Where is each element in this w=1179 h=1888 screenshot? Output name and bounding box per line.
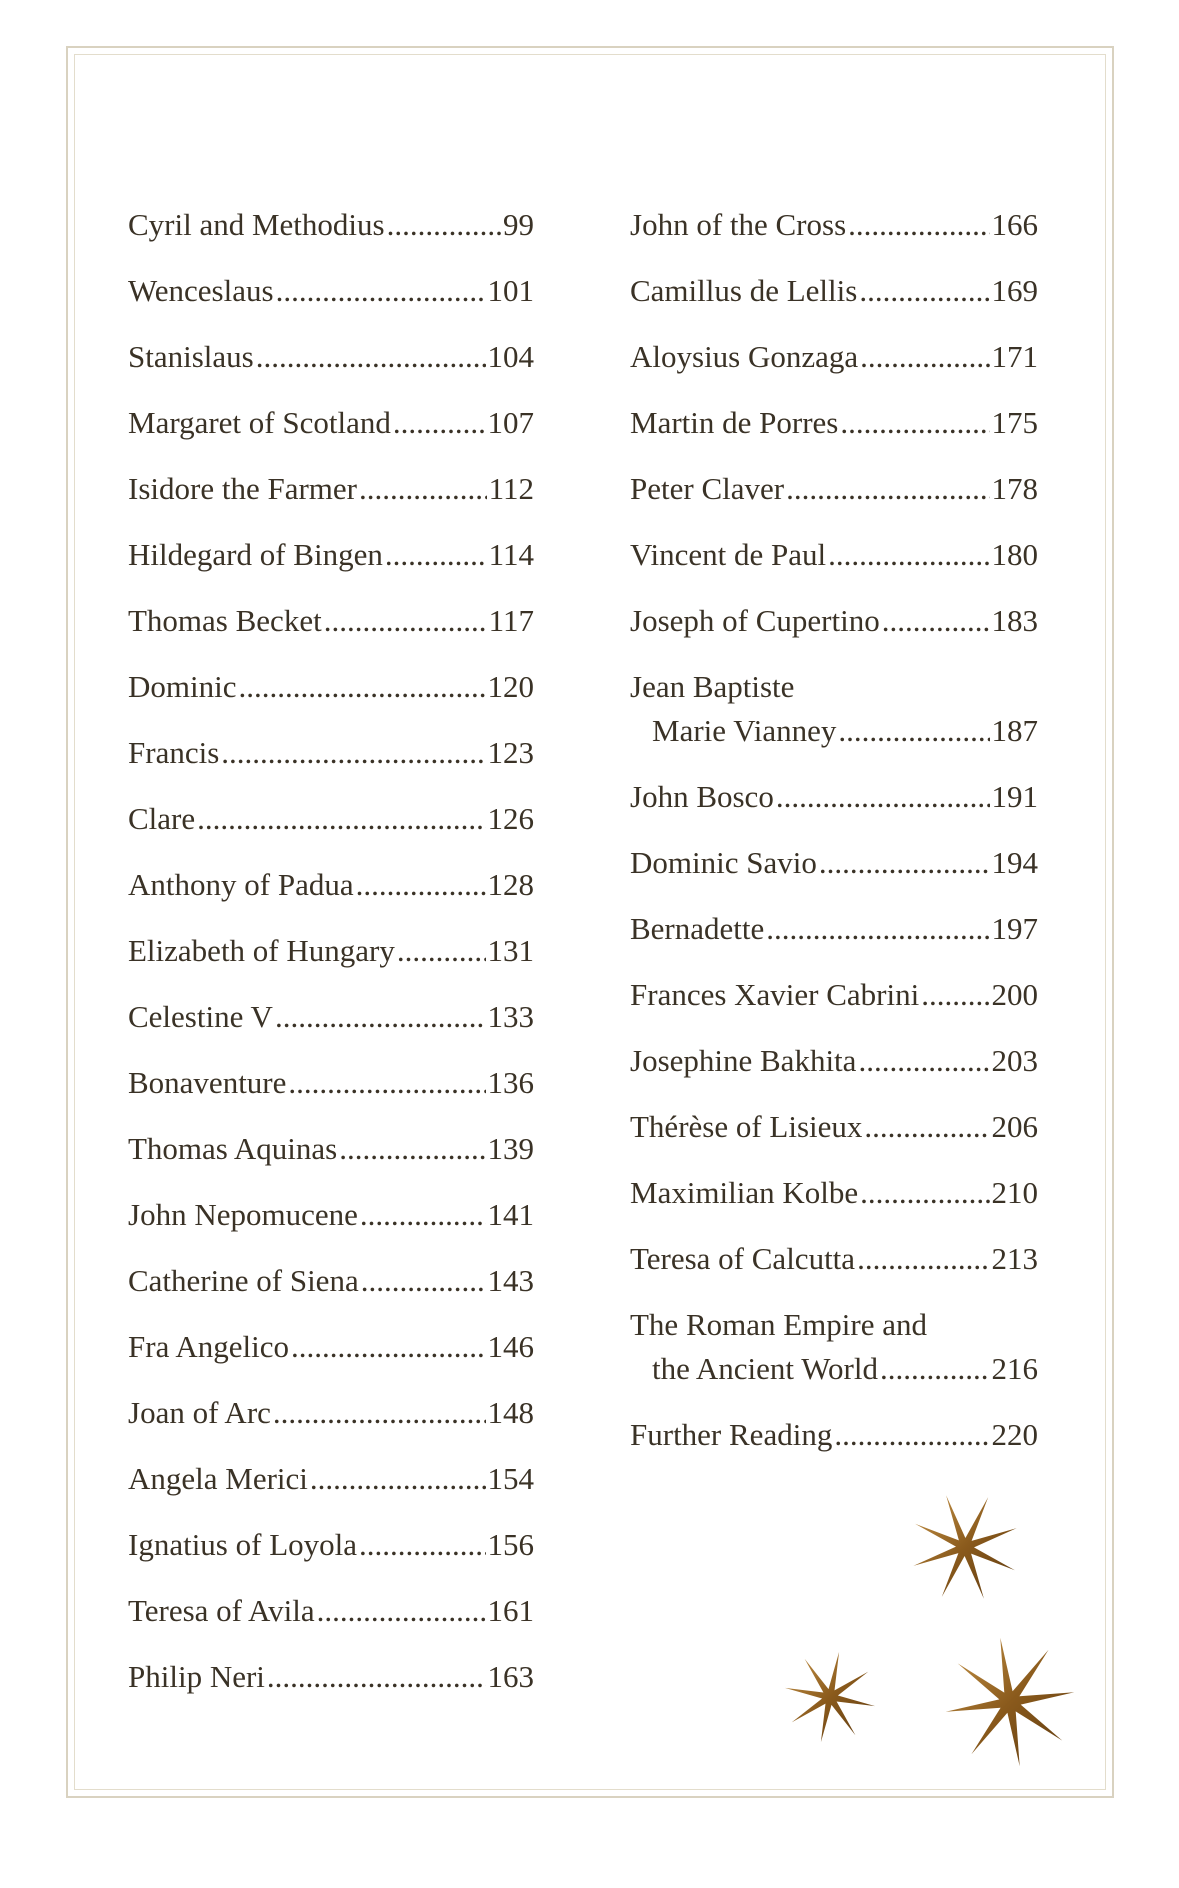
- toc-entry-title: Thérèse of Lisieux: [630, 1109, 863, 1144]
- dot-leader: [273, 1391, 486, 1435]
- toc-entry-title: Ignatius of Loyola: [128, 1527, 358, 1562]
- toc-entry-page: 141: [487, 1197, 534, 1232]
- dot-leader: [860, 335, 989, 379]
- toc-entry-page: 154: [487, 1461, 534, 1496]
- toc-entry: [630, 599, 1038, 665]
- dot-leader: [776, 775, 990, 819]
- toc-entry: [630, 1237, 1038, 1303]
- dot-leader: [360, 1193, 486, 1237]
- toc-entry-page: 99: [503, 207, 534, 242]
- dot-leader: [834, 1413, 989, 1457]
- toc-entry-page: 107: [487, 405, 534, 440]
- toc-entry-title: Stanislaus: [128, 339, 254, 374]
- toc-entry-page: 112: [488, 471, 534, 506]
- toc-entry-title: Martin de Porres: [630, 405, 839, 440]
- toc-entry-title: Isidore the Farmer: [128, 471, 357, 506]
- toc-entry-title-continued: the Ancient World: [652, 1351, 878, 1386]
- toc-entry: [128, 1391, 534, 1457]
- toc-entry: [128, 203, 534, 269]
- toc-entry: [128, 1193, 534, 1259]
- dot-leader: [385, 533, 487, 577]
- toc-entry-page: 117: [488, 603, 534, 638]
- dot-leader: [387, 203, 501, 247]
- toc-entry: [630, 1171, 1038, 1237]
- toc-entry-page: 213: [991, 1241, 1038, 1276]
- toc-entry-title: Thomas Becket: [128, 603, 322, 638]
- toc-entry-title: Francis: [128, 735, 220, 770]
- toc-entry-page: 220: [991, 1417, 1038, 1452]
- toc-entry: [630, 775, 1038, 841]
- toc-entry: [128, 995, 534, 1061]
- toc-entry-title: Catherine of Siena: [128, 1263, 359, 1298]
- dot-leader: [361, 1259, 486, 1303]
- dot-leader: [840, 401, 989, 445]
- toc-entry-title: Philip Neri: [128, 1659, 265, 1694]
- toc-entry-page: 136: [487, 1065, 534, 1100]
- dot-leader: [766, 907, 989, 951]
- toc-entry-page: 169: [991, 273, 1038, 308]
- toc-entry: [630, 203, 1038, 269]
- dot-leader: [288, 1061, 485, 1105]
- toc-entry-title: Frances Xavier Cabrini: [630, 977, 920, 1012]
- toc-entry-page: 120: [487, 669, 534, 704]
- toc-entry-page: 210: [991, 1175, 1038, 1210]
- toc-entry-page: 191: [991, 779, 1038, 814]
- toc-entry-title: Joan of Arc: [128, 1395, 271, 1430]
- toc-entry-page: 126: [487, 801, 534, 836]
- toc-entry: [128, 467, 534, 533]
- toc-entry: [128, 797, 534, 863]
- toc-entry: [128, 1061, 534, 1127]
- toc-entry-title: Anthony of Padua: [128, 867, 354, 902]
- toc-entry: [128, 533, 534, 599]
- dot-leader: [359, 467, 487, 511]
- dot-leader: [397, 929, 486, 973]
- dot-leader: [324, 599, 487, 643]
- dot-leader: [848, 203, 989, 247]
- toc-entry-title: Teresa of Avila: [128, 1593, 315, 1628]
- toc-entry-title: Cyril and Methodius: [128, 207, 385, 242]
- toc-entry-title: Hildegard of Bingen: [128, 537, 383, 572]
- toc-entry-title: Thomas Aquinas: [128, 1131, 338, 1166]
- toc-entry-title: Joseph of Cupertino: [630, 603, 880, 638]
- toc-entry-page: 123: [487, 735, 534, 770]
- toc-entry: [630, 1303, 1038, 1413]
- toc-entry-page: 166: [991, 207, 1038, 242]
- toc-entry: [128, 401, 534, 467]
- toc-entry-title: Bonaventure: [128, 1065, 287, 1100]
- toc-entry-title: Clare: [128, 801, 196, 836]
- dot-leader: [819, 841, 990, 885]
- toc-entry-title: Josephine Bakhita: [630, 1043, 857, 1078]
- toc-entry-title: Camillus de Lellis: [630, 273, 858, 308]
- dot-leader: [838, 709, 989, 753]
- toc-entry-page: 128: [487, 867, 534, 902]
- dot-leader: [197, 797, 485, 841]
- dot-leader: [860, 1171, 989, 1215]
- toc-entry-page: 163: [487, 1659, 534, 1694]
- toc-entry-title: Elizabeth of Hungary: [128, 933, 395, 968]
- dot-leader: [828, 533, 989, 577]
- dot-leader: [275, 995, 486, 1039]
- toc-entry: [630, 533, 1038, 599]
- toc-entry-title: Jean Baptiste: [630, 669, 795, 704]
- toc-entry: [128, 863, 534, 929]
- toc-entry-title: The Roman Empire and: [630, 1307, 927, 1342]
- toc-entry-title: Further Reading: [630, 1417, 833, 1452]
- dot-leader: [339, 1127, 485, 1171]
- toc-entry-page: 101: [487, 273, 534, 308]
- dot-leader: [221, 731, 485, 775]
- toc-entry: [630, 665, 1038, 775]
- dot-leader: [276, 269, 486, 313]
- toc-entry-title: Wenceslaus: [128, 273, 274, 308]
- dot-leader: [256, 335, 486, 379]
- toc-entry: [128, 929, 534, 995]
- toc-entry: [630, 1105, 1038, 1171]
- toc-entry-title: Peter Claver: [630, 471, 785, 506]
- toc-entry-title: Maximilian Kolbe: [630, 1175, 859, 1210]
- dot-leader: [857, 1237, 989, 1281]
- dot-leader: [859, 269, 989, 313]
- dot-leader: [359, 1523, 485, 1567]
- toc-entry-title: Teresa of Calcutta: [630, 1241, 856, 1276]
- toc-entry-page: 178: [991, 471, 1038, 506]
- toc-entry: [630, 907, 1038, 973]
- toc-entry-page: 180: [991, 537, 1038, 572]
- toc-entry-page: 143: [487, 1263, 534, 1298]
- toc-entry: [128, 1655, 534, 1721]
- toc-entry-page: 194: [991, 845, 1038, 880]
- toc-column-left: [128, 203, 534, 1721]
- toc-entry-title: Margaret of Scotland: [128, 405, 391, 440]
- toc-entry: [128, 665, 534, 731]
- toc-entry-page: 148: [487, 1395, 534, 1430]
- toc-entry: [128, 1325, 534, 1391]
- toc-entry: [128, 1259, 534, 1325]
- dot-leader: [356, 863, 486, 907]
- toc-entry-page: 156: [487, 1527, 534, 1562]
- toc-entry: [128, 269, 534, 335]
- toc-entry: [128, 599, 534, 665]
- dot-leader: [291, 1325, 486, 1369]
- toc-entry-title: Dominic Savio: [630, 845, 817, 880]
- dot-leader: [786, 467, 989, 511]
- dot-leader: [317, 1589, 486, 1633]
- toc-entry-page: 114: [488, 537, 534, 572]
- toc-entry-title: Dominic: [128, 669, 237, 704]
- toc-entry: [630, 973, 1038, 1039]
- toc-entry-title: Vincent de Paul: [630, 537, 827, 572]
- toc-entry-title: John of the Cross: [630, 207, 847, 242]
- toc-entry: [630, 1039, 1038, 1105]
- toc-entry-page: 171: [991, 339, 1038, 374]
- toc-entry-page: 206: [991, 1109, 1038, 1144]
- dot-leader: [882, 599, 990, 643]
- toc-entry-page: 131: [487, 933, 534, 968]
- toc-entry: [630, 335, 1038, 401]
- toc-entry: [630, 467, 1038, 533]
- toc-entry: [630, 401, 1038, 467]
- toc-entry: [630, 841, 1038, 907]
- dot-leader: [239, 665, 486, 709]
- toc-entry-title: Aloysius Gonzaga: [630, 339, 859, 374]
- toc-entry-page: 104: [487, 339, 534, 374]
- toc-entry-page: 200: [991, 977, 1038, 1012]
- toc-entry-page: 183: [991, 603, 1038, 638]
- toc-entry: [128, 335, 534, 401]
- toc-entry-page: 133: [487, 999, 534, 1034]
- toc-entry-title: John Nepomucene: [128, 1197, 358, 1232]
- toc-entry-page: 216: [991, 1351, 1038, 1386]
- toc-entry-title: Bernadette: [630, 911, 765, 946]
- toc-entry-page: 175: [991, 405, 1038, 440]
- dot-leader: [921, 973, 989, 1017]
- toc-entry: [128, 731, 534, 797]
- dot-leader: [864, 1105, 989, 1149]
- dot-leader: [880, 1347, 990, 1391]
- dot-leader: [310, 1457, 486, 1501]
- toc-entry-title-continued: Marie Vianney: [652, 713, 837, 748]
- toc-entry-title: Angela Merici: [128, 1461, 308, 1496]
- toc-column-right: [630, 203, 1038, 1479]
- toc-entry-page: 197: [991, 911, 1038, 946]
- dot-leader: [858, 1039, 989, 1083]
- toc-entry-page: 139: [487, 1131, 534, 1166]
- toc-entry-title: Fra Angelico: [128, 1329, 289, 1364]
- toc-entry: [128, 1457, 534, 1523]
- toc-entry-page: 161: [487, 1593, 534, 1628]
- toc-entry: [128, 1589, 534, 1655]
- toc-entry-title: Celestine V: [128, 999, 273, 1034]
- toc-entry-title: John Bosco: [630, 779, 774, 814]
- toc-entry-page: 187: [991, 713, 1038, 748]
- toc-entry: [128, 1523, 534, 1589]
- toc-entry-page: 146: [487, 1329, 534, 1364]
- toc-entry-page: 203: [991, 1043, 1038, 1078]
- dot-leader: [393, 401, 486, 445]
- toc-entry: [630, 1413, 1038, 1479]
- toc-entry: [630, 269, 1038, 335]
- toc-entry: [128, 1127, 534, 1193]
- dot-leader: [267, 1655, 486, 1699]
